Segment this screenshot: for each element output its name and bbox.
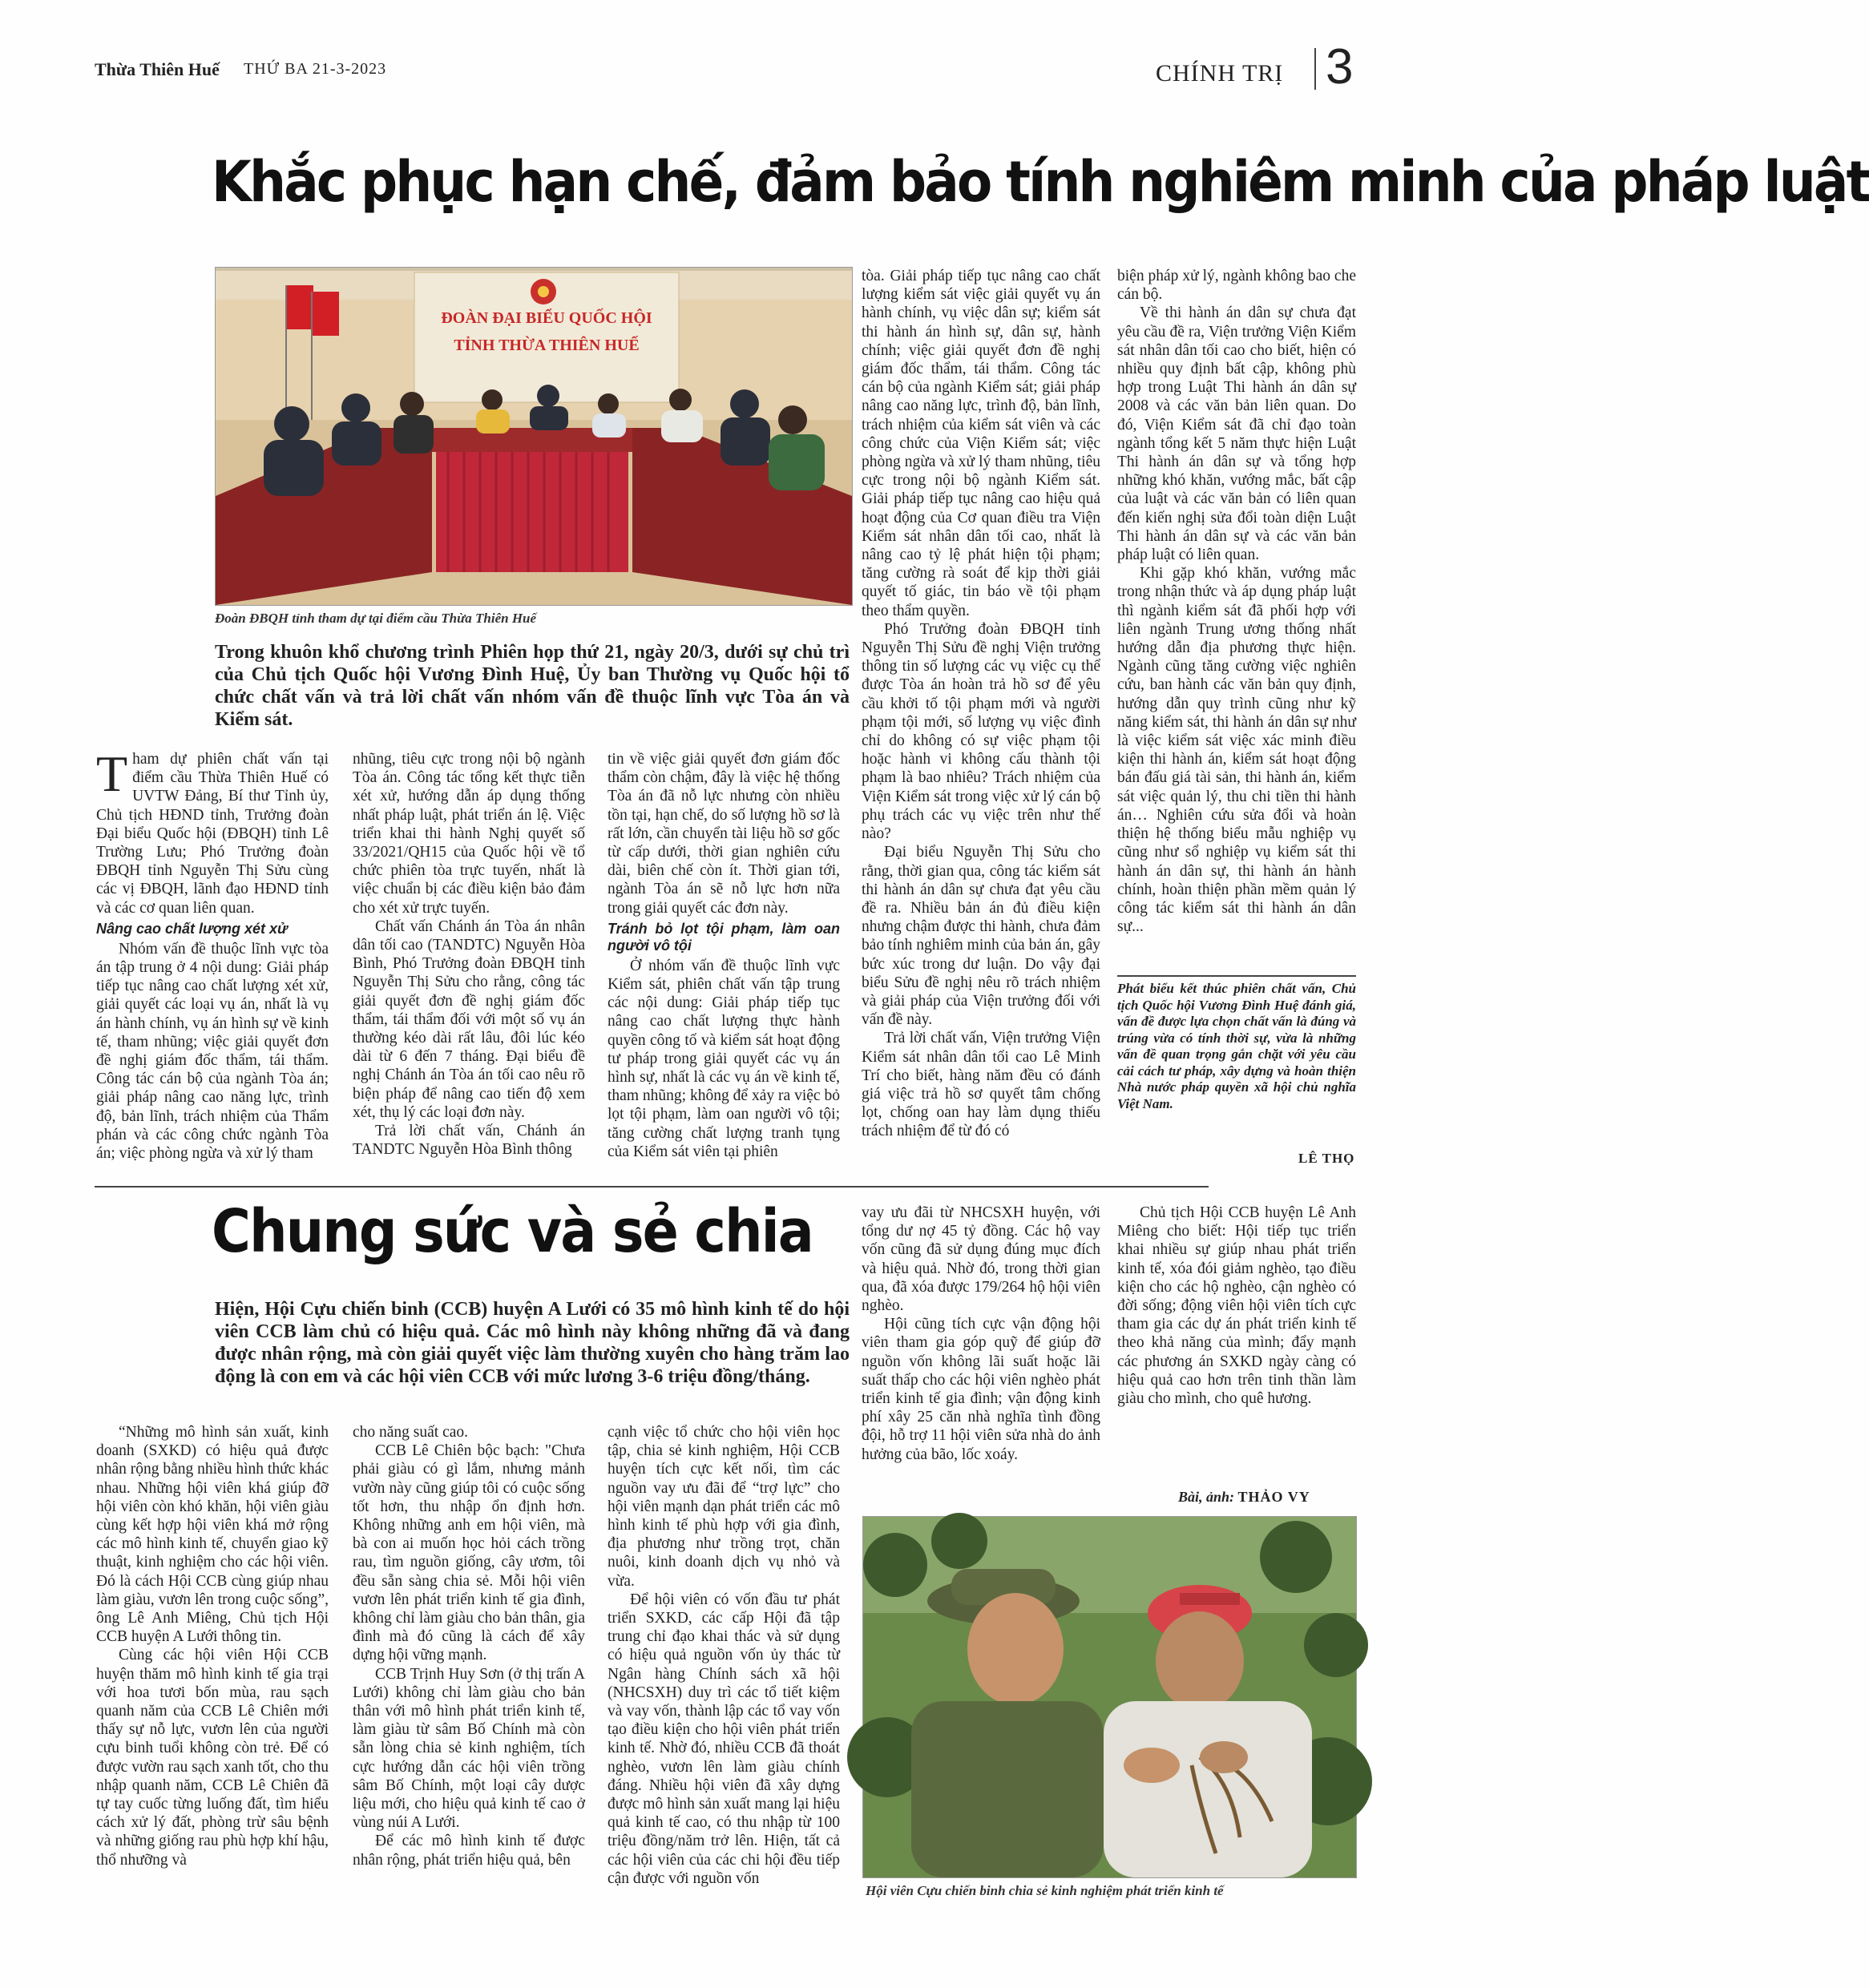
article2-column-3	[608, 1423, 840, 1920]
paragraph: Ở nhóm vấn đề thuộc lĩnh vực Kiểm sát, phiên chất vấn tập trung các nội dung: Giải pháp tiếp tục nâng cao chất lượng thực hành quyền công tố và kiểm sát hoạt động tư pháp trong giải quyết các vụ án hình sự, nhất là các vụ án về kinh tế, tham nhũng; không để xảy ra việc bỏ lọt tội phạm, làm oan người vô tội; tăng cường chất lượng tranh tụng của Kiểm sát viên tại phiên	[608, 957, 840, 1160]
article-separator	[95, 1186, 1209, 1188]
paragraph: Chủ tịch Hội CCB huyện Lê Anh Miêng cho biết: Hội tiếp tục triển khai nhiều sự giúp nhau phát triển kinh tế, xóa đói giảm nghèo, tạo điều kiện cho các hộ nghèo, cận nghèo có đời sống; động viên hội viên tích cực tham gia các dự án phát triển kinh tế theo khả năng của mình; đẩy mạnh các phương án SXKD ngày càng có hiệu quả cao hơn trên tinh thần làm giàu cho mình, cho quê hương.	[1117, 1204, 1356, 1408]
article2-column-2	[353, 1423, 585, 1920]
paragraph: Đại biểu Nguyễn Thị Sửu cho rằng, thời gian qua, công tác kiểm sát thi hành án dân sự chưa đạt yêu cầu đề ra. Nhiều bản án đủ điều kiện nhưng chậm được thi hành, chưa đảm bảo tính nghiêm minh của bản án, gây bức xúc trong dư luận. Do vậy đại biểu Sửu đề nghị nêu rõ trách nhiệm và giải pháp của Viện trưởng đối với vấn đề này.	[862, 844, 1100, 1029]
paragraph: Để hội viên có vốn đầu tư phát triển SXKD, các cấp Hội đã tập trung chỉ đạo khai thác và sử dụng có hiệu quả nguồn vốn ủy thác từ Ngân hàng Chính sách xã hội (NHCSXH) duy trì các tổ tiết kiệm và vay vốn, thành lập các tổ vay vốn tạo điều kiện cho hội viên phát triển kinh tế. Nhờ đó, nhiều CCB đã thoát nghèo, vươn lên làm giàu chính đáng. Nhiều hội viên đã xây dựng được mô hình sản xuất mang lại hiệu quả kinh tế cao, có thu nhập từ 100 triệu đồng/năm trở lên. Hiện, tất cả các hội viên của các chi hội đều tiếp cận được với nguồn vốn	[608, 1591, 840, 1887]
article1-column-1	[96, 745, 329, 1175]
dropcap: T	[96, 745, 128, 802]
paper-name: Thừa Thiên Huế	[95, 59, 220, 79]
paragraph: nhũng, tiêu cực trong nội bộ ngành Tòa án. Công tác tổng kết thực tiễn xét xử, hướng dẫn áp dụng thống nhất pháp luật, phát triển án lệ. Việc triển khai thi hành Nghị quyết số 33/2021/QH15 của Quốc hội về tổ chức phiên tòa trực tuyến, nhất là việc chuẩn bị các điều kiện bảo đảm cho xét xử trực tuyến.	[353, 751, 585, 917]
paragraph: Trả lời chất vấn, Viện trưởng Viện Kiểm sát nhân dân tối cao Lê Minh Trí cho biết, hàng năm đều có đánh giá việc trả hồ sơ quyết tâm chống lọt, chống oan hay làm dụng thiếu trách nhiệm để từ đó có	[862, 1030, 1100, 1140]
paragraph: Chất vấn Chánh án Tòa án nhân dân tối cao (TANDTC) Nguyễn Hòa Bình, Phó Trưởng đoàn ĐBQH tỉnh Nguyễn Thị Sửu cho rằng, công tác giải quyết đơn đề nghị giám đốc thẩm, tái thẩm đối với một số vụ án thường kéo dài rất lâu, đôi lúc kéo dài từ 6 đến 7 tháng. Đại biểu đề nghị Chánh án Tòa án tối cao nêu rõ biện pháp để nâng cao tiến độ xem xét, thụ lý các loại đơn này.	[353, 917, 585, 1121]
paragraph: Để các mô hình kinh tế được nhân rộng, phát triển hiệu quả, bên	[353, 1833, 585, 1869]
article1-column-5	[1117, 267, 1356, 978]
closing-note: Phát biểu kết thúc phiên chất vấn, Chủ tịch Quốc hội Vương Đình Huệ đánh giá, vấn đề được lựa chọn chất vấn là đúng và trúng vừa có tính thời sự, vừa là những vấn đề quan trọng gắn chặt với yêu cầu cải cách tư pháp, xây dựng và hoàn thiện Nhà nước pháp quyền xã hội chủ nghĩa Việt Nam.	[1117, 981, 1356, 1111]
note-divider	[1117, 975, 1356, 977]
issue-date: THỨ BA 21-3-2023	[244, 60, 387, 78]
article2-byline	[1178, 1489, 1310, 1506]
paragraph: vay ưu đãi từ NHCSXH huyện, với tổng dư nợ 45 tỷ đồng. Các hộ vay vốn cũng đã sử dụng đúng mục đích và hiệu quả. Nhờ đó, trong thời gian qua, đã xóa được 179/264 hộ hội viên nghèo.	[862, 1204, 1100, 1315]
paragraph: cho năng suất cao.	[353, 1424, 469, 1441]
paragraph: cạnh việc tổ chức cho hội viên học tập, chia sẻ kinh nghiệm, Hội CCB huyện tích cực kết nối, tìm các nguồn vay ưu đãi để “trợ lực” cho hội viên mạnh dạn phát triển các mô hình kinh tế phù hợp với gia đình, địa phương như trồng trọt, chăn nuôi, kinh doanh dịch vụ nhỏ và vừa.	[608, 1424, 840, 1590]
paragraph: Về thi hành án dân sự chưa đạt yêu cầu đề ra, Viện trưởng Viện Kiểm sát nhân dân tối cao cho biết, hiện có nhiều quy định bất cập, không phù hợp trong Luật Thi hành án dân sự 2008 và các văn bản liên quan. Do đó, Viện Kiểm sát đã chỉ đạo toàn ngành tổng kết 5 năm thực hiện Luật Thi hành án dân sự và tổng hợp những khó khăn, vướng mắc, bất cập của luật và các văn bản có liên quan đến kiến nghị sửa đổi toàn diện Luật Thi hành án dân sự và các văn bản pháp luật có liên quan.	[1117, 304, 1356, 564]
section-divider	[1314, 48, 1316, 90]
page-number: 3	[1326, 39, 1354, 95]
article1-column-4	[862, 267, 1100, 1175]
article1-column-3	[608, 750, 840, 1175]
paragraph: tòa. Giải pháp tiếp tục nâng cao chất lượng kiểm sát việc giải quyết vụ án hành chính, vụ việc dân sự; kiểm sát thi hành án hình sự, dân sự, hành chính; việc giải quyết đơn đề nghị giám đốc thẩm, tái thẩm. Công tác cán bộ của ngành Kiểm sát; giải pháp nâng cao năng lực, trình độ, bản lĩnh, trách nhiệm của kiểm sát viên và các công chức của Viện Kiểm sát; việc phòng ngừa và xử lý tham nhũng, tiêu cực trong nội bộ ngành Kiểm sát. Giải pháp tiếp tục nâng cao hiệu quả hoạt động của Cơ quan điều tra Viện Kiểm sát nhân dân tối cao, nhất là nâng cao tỷ lệ phát hiện tội phạm; tăng cường rà soát để kịp thời giải quyết tố giác, tin báo về tội phạm theo thẩm quyền.	[862, 268, 1100, 619]
byline-name: THẢO VY	[1237, 1489, 1310, 1505]
article2-headline: Chung sức và sẻ chia	[212, 1197, 813, 1266]
article2-photo	[862, 1516, 1357, 1878]
paragraph: Nhóm vấn đề thuộc lĩnh vực tòa án tập trung ở 4 nội dung: Giải pháp tiếp tục nâng cao chất lượng xét xử, giải quyết các loại vụ án, nhất là vụ án hành chính, vụ án hình sự về kinh tế, tham nhũng; việc giải quyết đơn đề nghị giám đốc thẩm, tái thẩm. Công tác cán bộ của ngành Tòa án; giải pháp nâng cao năng lực, trình độ, bản lĩnh, trách nhiệm của Thẩm phán và các công chức ngành Tòa án; việc phòng ngừa và xử lý tham	[96, 940, 329, 1163]
article1-photo	[215, 267, 853, 606]
paragraph: Phó Trưởng đoàn ĐBQH tỉnh Nguyễn Thị Sửu đề nghị Viện trưởng thông tin số lượng các vụ việc cụ thể được Tòa án hoàn trả hồ sơ để yêu cầu khởi tố tội phạm mới và người phạm tội mới, số lượng vụ việc đình chỉ do không có sự việc phạm tội hoặc hành vi không cấu thành tội phạm là bao nhiêu? Trách nhiệm của Viện Kiểm sát trong việc xử lý cán bộ phụ trách các vụ việc trên như thế nào?	[862, 620, 1100, 843]
paragraph: Cùng các hội viên Hội CCB huyện thăm mô hình kinh tế gia trại với hoa tươi bốn mùa, rau sạch quanh năm của CCB Lê Chiên mới thấy sự nỗ lực, vươn lên của người cựu binh tuổi không còn trẻ. Để có được vườn rau sạch xanh tốt, cho thu nhập quanh năm, CCB Lê Chiên đã tự tay cuốc từng luống đất, tìm hiểu cách xử lý đất, phòng trừ sâu bệnh và những giống rau phù hợp khí hậu, thổ nhưỡng và	[96, 1647, 329, 1869]
paragraph: “Những mô hình sản xuất, kinh doanh (SXKD) có hiệu quả được nhân rộng bằng nhiều hình thức khác nhau. Những hội viên khá giúp đỡ hội viên còn khó khăn, hội viên giàu cùng kết hợp hội viên khá mở rộng các mô hình kinh tế, chuyển giao kỹ thuật, kinh nghiệm cho các hội viên. Đó là cách Hội CCB cùng giúp nhau làm giàu, vươn lên trong cuộc sống”, ông Lê Anh Miêng, Chủ tịch Hội CCB huyện A Lưới thông tin.	[96, 1424, 329, 1646]
paragraph: ham dự phiên chất vấn tại điểm cầu Thừa Thiên Huế có UVTW Đảng, Bí thư Tỉnh ủy, Chủ tịch HĐND tỉnh, Trưởng đoàn Đại biểu Quốc hội (ĐBQH) tỉnh Lê Trường Lưu; Phó Trưởng đoàn ĐBQH tỉnh Nguyễn Thị Sửu cùng các vị ĐBQH, lãnh đạo HĐND tỉnh và các cơ quan liên quan.	[96, 751, 329, 917]
paragraph: Trả lời chất vấn, Chánh án TANDTC Nguyễn Hòa Bình thông	[353, 1123, 585, 1159]
photo-banner-line2: TỈNH THỪA THIÊN HUẾ	[454, 337, 640, 354]
article1-lead: Trong khuôn khổ chương trình Phiên họp thứ 21, ngày 20/3, dưới sự chủ trì của Chủ tịch Quốc hội Vương Đình Huệ, Ủy ban Thường vụ Quốc hội tổ chức chất vấn và trả lời chất vấn nhóm vấn đề thuộc lĩnh vực Tòa án và Kiểm sát.	[215, 642, 850, 730]
article1-column-2	[353, 750, 585, 1175]
paragraph: biện pháp xử lý, ngành không bao che cán bộ.	[1117, 268, 1356, 304]
article2-column-5	[1117, 1204, 1356, 1468]
byline-label: Bài, ảnh:	[1178, 1489, 1235, 1505]
subheading: Tránh bỏ lọt tội phạm, làm oan người vô tội	[608, 920, 840, 954]
article2-photo-caption: Hội viên Cựu chiến binh chia sẻ kinh nghiệm phát triển kinh tế	[866, 1883, 1224, 1898]
paragraph: Khi gặp khó khăn, vướng mắc trong nhận thức và áp dụng pháp luật thì ngành kiểm sát đã phối hợp với liên ngành Trung ương thống nhất hướng dẫn địa phương thực hiện. Ngành cũng tăng cường việc nghiên cứu, ban hành các văn bản quy định, hướng dẫn quy trình cũng như kỹ năng kiểm sát, thi hành án dân sự như là việc kiểm sát việc xác minh điều kiện thi hành án, kiểm sát hoạt động bán đấu giá tài sản, thi hành án, kiểm sát việc quản lý, thu chi tiền thi hành án… Nghiên cứu sửa đổi và hoàn thiện hệ thống biểu mẫu nghiệp vụ cũng như sổ nghiệp vụ kiểm sát thi hành án dân sự, thi hành án hành chính, hoàn thiện phần mềm quản lý công tác kiểm sát thi hành án dân sự...	[1117, 565, 1356, 936]
photo-banner-line1: ĐOÀN ĐẠI BIỂU QUỐC HỘI	[441, 309, 652, 327]
article1-photo-caption: Đoàn ĐBQH tỉnh tham dự tại điểm cầu Thừa Thiên Huế	[215, 611, 537, 626]
article1-headline: Khắc phục hạn chế, đảm bảo tính nghiêm minh của pháp luật	[212, 149, 1869, 215]
subheading: Nâng cao chất lượng xét xử	[96, 920, 288, 937]
paragraph: tin về việc giải quyết đơn giám đốc thẩm còn chậm, đây là việc hệ thống Tòa án đã nỗ lực nhưng còn nhiều tồn tại, hạn chế, do số lượng hồ sơ là rất lớn, cần chuyển tài liệu hồ sơ gốc từ cấp dưới, thời gian nghiên cứu dài, biên chế còn ít. Thời gian tới, ngành Tòa án sẽ nỗ lực hơn nữa trong giải quyết các đơn này.	[608, 751, 840, 917]
paragraph: CCB Trịnh Huy Sơn (ở thị trấn A Lưới) không chỉ làm giàu cho bản thân với mô hình phát triển kinh tế, làm giàu từ sâm Bố Chính mà còn sẵn lòng chia sẻ kinh nghiệm, tích cực hướng dẫn các hội viên trồng sâm Bố Chính, một loại cây dược liệu mới, cho hiệu quả kinh tế cao ở vùng núi A Lưới.	[353, 1665, 585, 1832]
article1-byline: LÊ THỌ	[1298, 1151, 1355, 1166]
article2-lead: Hiện, Hội Cựu chiến binh (CCB) huyện A Lưới có 35 mô hình kinh tế do hội viên CCB làm chủ có hiệu quả. Các mô hình này không những đã và đang được nhân rộng, mà còn giải quyết việc làm thường xuyên cho hàng trăm lao động là con em và các hội viên CCB với mức lương 3-6 triệu đồng/tháng.	[215, 1299, 850, 1387]
section-title: CHÍNH TRỊ	[1156, 60, 1284, 87]
article2-column-1	[96, 1423, 329, 1920]
article2-column-4	[862, 1204, 1100, 1508]
paragraph: Hội cũng tích cực vận động hội viên tham gia góp quỹ để giúp đỡ nguồn vốn không lãi suất hoặc lãi suất thấp cho các hội viên nghèo phát triển kinh tế gia đình; vận động kinh phí xây 25 căn nhà nghĩa tình đồng đội, hỗ trợ 11 hội viên sửa nhà do ảnh hưởng của bão, lốc xoáy.	[862, 1316, 1100, 1463]
paragraph: CCB Lê Chiên bộc bạch: "Chưa phải giàu có gì lắm, nhưng mảnh vườn này cũng giúp tôi có cuộc sống tốt hơn, thu nhập ổn định hơn. Không những anh em hội viên, mà bà con ai muốn học hỏi cách trồng rau, tìm nguồn giống, cây ươm, tôi đều sẵn sàng chia sẻ. Mỗi hội viên vươn lên phát triển kinh tế gia đình, không chỉ làm giàu cho bản thân, gia đình mà đó cũng là cách để xây dựng hội vững mạnh.	[353, 1442, 585, 1664]
